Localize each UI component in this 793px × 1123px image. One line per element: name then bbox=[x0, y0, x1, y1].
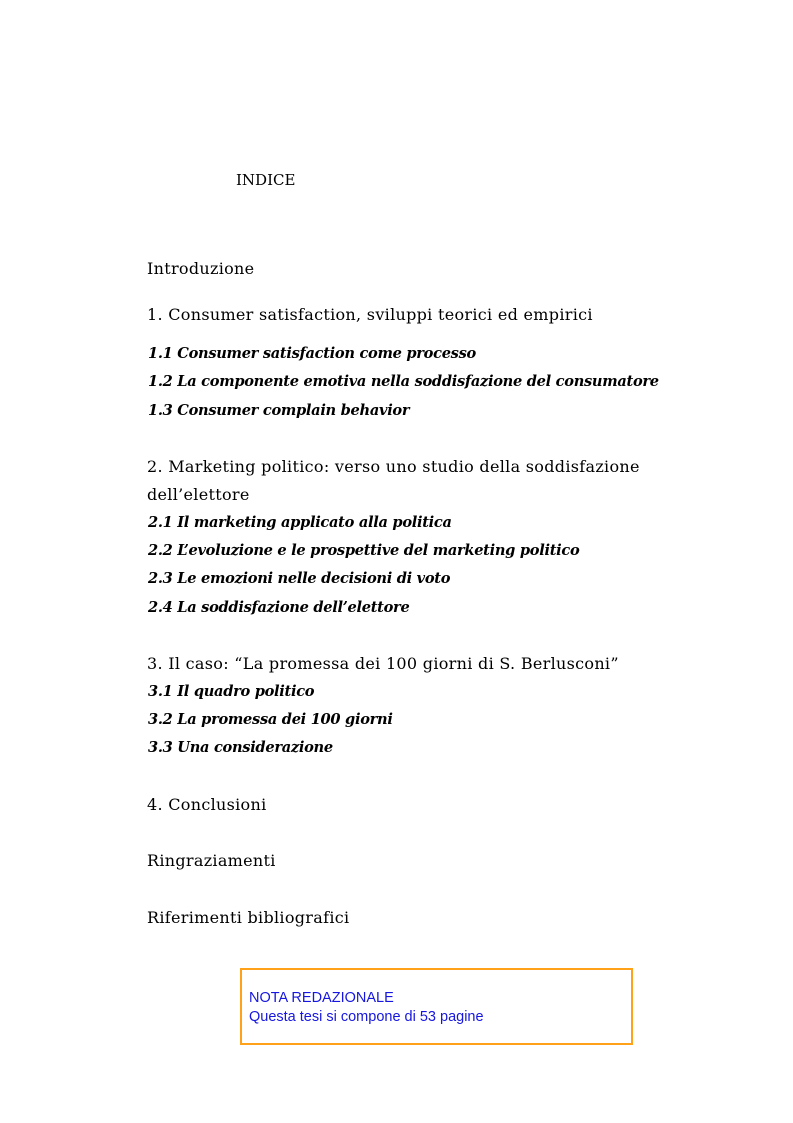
toc-section-3-2: 3.2 La promessa dei 100 giorni bbox=[148, 711, 393, 728]
toc-section-1-1: 1.1 Consumer satisfaction come processo bbox=[148, 345, 476, 362]
toc-section-2-4: 2.4 La soddisfazione dell’elettore bbox=[148, 599, 410, 616]
toc-section-2-3: 2.3 Le emozioni nelle decisioni di voto bbox=[148, 570, 451, 587]
index-title: INDICE bbox=[236, 171, 296, 189]
toc-section-1-2: 1.2 La componente emotiva nella soddisfazione del consumatore bbox=[148, 373, 659, 390]
editorial-note-text: Questa tesi si compone di 53 pagine bbox=[249, 1009, 484, 1025]
editorial-note-box bbox=[240, 968, 633, 1045]
toc-section-2-1: 2.1 Il marketing applicato alla politica bbox=[148, 514, 452, 531]
toc-section-3-1: 3.1 Il quadro politico bbox=[148, 683, 315, 700]
editorial-note-heading: NOTA REDAZIONALE bbox=[249, 990, 394, 1006]
toc-chapter-3: 3. Il caso: “La promessa dei 100 giorni di S. Berlusconi” bbox=[147, 654, 619, 673]
toc-acknowledgements: Ringraziamenti bbox=[147, 851, 276, 870]
toc-references: Riferimenti bibliografici bbox=[147, 908, 350, 927]
toc-chapter-1: 1. Consumer satisfaction, sviluppi teorici ed empirici bbox=[147, 305, 593, 324]
toc-introduction: Introduzione bbox=[147, 259, 255, 278]
toc-chapter-4: 4. Conclusioni bbox=[147, 795, 267, 814]
toc-section-1-3: 1.3 Consumer complain behavior bbox=[148, 402, 410, 419]
toc-section-3-3: 3.3 Una considerazione bbox=[148, 739, 333, 756]
toc-chapter-2-line-1: 2. Marketing politico: verso uno studio della soddisfazione bbox=[147, 457, 640, 476]
toc-section-2-2: 2.2 L’evoluzione e le prospettive del marketing politico bbox=[148, 542, 580, 559]
toc-chapter-2-line-2: dell’elettore bbox=[147, 485, 250, 504]
